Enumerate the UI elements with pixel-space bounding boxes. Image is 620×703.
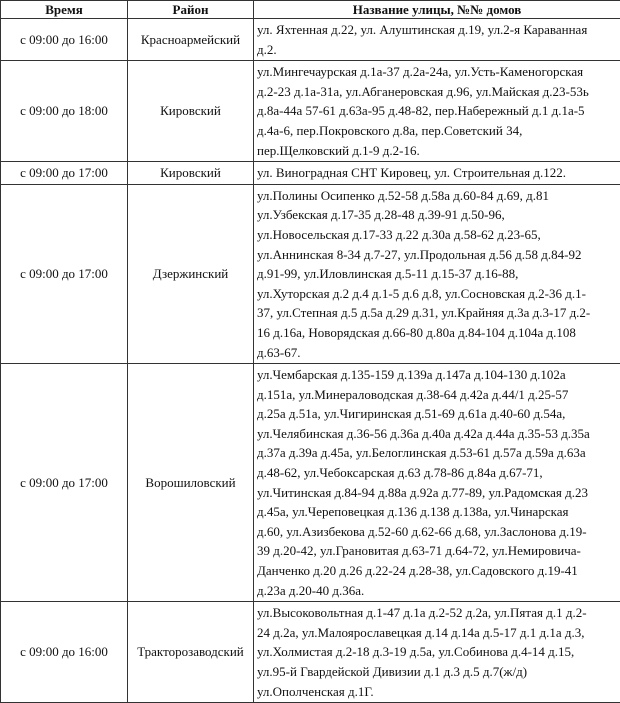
- header-time: Время: [1, 1, 128, 19]
- streets-line: ул.Узбекская д.17-35 д.28-48 д.39-91 д.50-96,: [257, 205, 617, 225]
- streets-line: ул.Ополченская д.1Г.: [257, 682, 617, 702]
- streets-cell: [254, 364, 620, 602]
- table-row: [1, 602, 620, 703]
- time-cell: с 09:00 до 18:00: [1, 61, 128, 162]
- table-row: [1, 184, 620, 363]
- streets-line: ул.Читинская д.84-94 д.88а д.92а д.77-89, ул.Радомская д.23: [257, 483, 617, 503]
- table-row: [1, 364, 620, 602]
- table-row: [1, 19, 620, 61]
- time-cell: с 09:00 до 16:00: [1, 19, 128, 61]
- streets-line: пер.Щелковский д.1-9 д.2-16.: [257, 141, 617, 161]
- streets-line: ул. Виноградная СНТ Кировец, ул. Строительная д.122.: [257, 163, 617, 183]
- streets-cell: [254, 602, 620, 703]
- district-cell: Кировский: [128, 61, 254, 162]
- header-row: [1, 1, 620, 19]
- streets-line: д.25а д.51а, ул.Чигиринская д.51-69 д.61а д.40-60 д.54а,: [257, 404, 617, 424]
- streets-line: ул.Чембарская д.135-159 д.139а д.147а д.104-130 д.102а: [257, 365, 617, 385]
- streets-line: д.45а, ул.Череповецкая д.136 д.138 д.138а, ул.Чинарская: [257, 502, 617, 522]
- district-cell: Красноармейский: [128, 19, 254, 61]
- streets-line: д.63-67.: [257, 343, 617, 363]
- streets-line: д.60, ул.Азизбекова д.52-60 д.62-66 д.68, ул.Заслонова д.19-: [257, 522, 617, 542]
- streets-line: ул.Хуторская д.2 д.4 д.1-5 д.6 д.8, ул.Сосновская д.2-36 д.1-: [257, 284, 617, 304]
- streets-line: 39 д.20-42, ул.Грановитая д.63-71 д.64-72, ул.Немировича-: [257, 541, 617, 561]
- time-cell: с 09:00 до 17:00: [1, 364, 128, 602]
- table-row: [1, 61, 620, 162]
- streets-line: ул.Высоковольтная д.1-47 д.1а д.2-52 д.2а, ул.Пятая д.1 д.2-: [257, 603, 617, 623]
- streets-line: ул.Челябинская д.36-56 д.36а д.40а д.42а д.44а д.35-53 д.35а: [257, 424, 617, 444]
- streets-line: д.4а-6, пер.Покровского д.8а, пер.Советский 34,: [257, 121, 617, 141]
- streets-cell: [254, 184, 620, 363]
- streets-line: д.23а д.20-40 д.36а.: [257, 581, 617, 601]
- streets-cell: [254, 162, 620, 185]
- streets-line: ул.Полины Осипенко д.52-58 д.58а д.60-84 д.69, д.81: [257, 186, 617, 206]
- streets-line: ул. Яхтенная д.22, ул. Алуштинская д.19, ул.2-я Караванная: [257, 20, 617, 40]
- header-streets: Название улицы, №№ домов: [254, 1, 620, 19]
- streets-line: 24 д.2а, ул.Малоярославецкая д.14 д.14а д.5-17 д.1 д.1а д.3,: [257, 623, 617, 643]
- streets-line: 37, ул.Степная д.5 д.5а д.29 д.31, ул.Крайняя д.3а д.3-17 д.2-: [257, 303, 617, 323]
- streets-line: д.2-23 д.1а-31а, ул.Абганеровская д.96, ул.Майская д.23-53ь: [257, 82, 617, 102]
- header-district: Район: [128, 1, 254, 19]
- streets-cell: [254, 61, 620, 162]
- streets-line: ул.95-й Гвардейской Дивизии д.1 д.3 д.5 д.7(ж/д): [257, 662, 617, 682]
- streets-line: д.151а, ул.Минераловодская д.38-64 д.42а д.44/1 д.25-57: [257, 385, 617, 405]
- district-cell: Дзержинский: [128, 184, 254, 363]
- streets-line: д.2.: [257, 40, 617, 60]
- district-cell: Ворошиловский: [128, 364, 254, 602]
- streets-line: ул.Аннинская 8-34 д.7-27, ул.Продольная д.56 д.58 д.84-92: [257, 245, 617, 265]
- streets-line: д.8а-44а 57-61 д.63а-95 д.48-82, пер.Набережный д.1 д.1а-5: [257, 101, 617, 121]
- streets-line: д.37а д.39а д.45а, ул.Белоглинская д.53-61 д.57а д.59а д.63а: [257, 443, 617, 463]
- streets-line: 16 д.16а, Новорядская д.66-80 д.80а д.84-104 д.104а д.108: [257, 323, 617, 343]
- streets-line: ул.Холмистая д.2-18 д.3-19 д.5а, ул.Собинова д.4-14 д.15,: [257, 642, 617, 662]
- streets-line: д.48-62, ул.Чебоксарская д.63 д.78-86 д.84а д.67-71,: [257, 463, 617, 483]
- streets-line: ул.Мингечаурская д.1а-37 д.2а-24а, ул.Усть-Каменогорская: [257, 62, 617, 82]
- time-cell: с 09:00 до 17:00: [1, 184, 128, 363]
- streets-line: ул.Новосельская д.17-33 д.22 д.30а д.58-62 д.23-65,: [257, 225, 617, 245]
- streets-cell: [254, 19, 620, 61]
- streets-line: Данченко д.20 д.26 д.22-24 д.28-38, ул.Садовского д.19-41: [257, 561, 617, 581]
- table-row: [1, 162, 620, 185]
- time-cell: с 09:00 до 16:00: [1, 602, 128, 703]
- district-cell: Тракторозаводский: [128, 602, 254, 703]
- time-cell: с 09:00 до 17:00: [1, 162, 128, 185]
- streets-line: д.91-99, ул.Иловлинская д.5-11 д.15-37 д.16-88,: [257, 264, 617, 284]
- district-cell: Кировский: [128, 162, 254, 185]
